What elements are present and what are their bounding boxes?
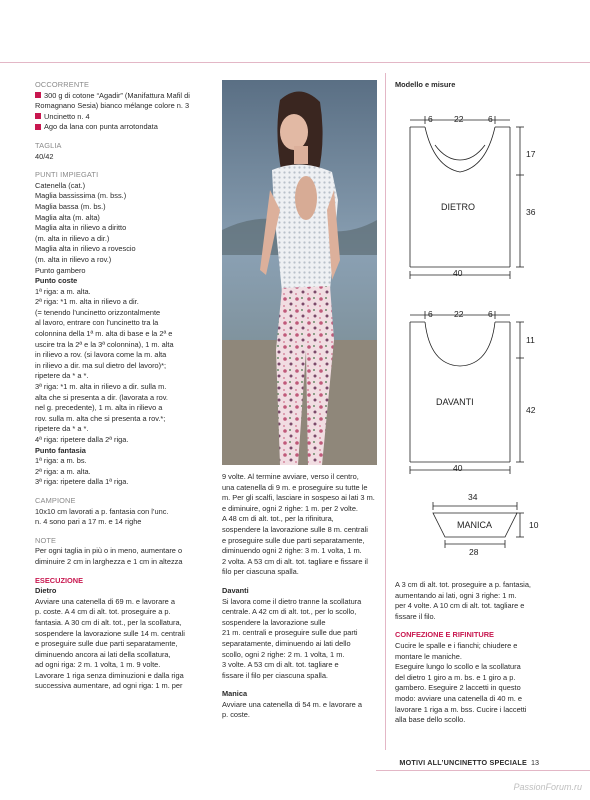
text-line: 3ª riga: ripetere dalla 1ª riga. [35, 477, 129, 487]
text-line: centrale. A 42 cm di alt. tot., per lo scollo, [222, 607, 357, 617]
text-line: fissare il filo. [395, 611, 436, 621]
text-line: alla base dello scollo. [395, 715, 466, 725]
dietro-height-top: 17 [526, 149, 536, 159]
text-line: A 3 cm di alt. tot. proseguire a p. fantasia, [395, 580, 531, 589]
text-line: Maglia bassissima (m. bss.) [35, 191, 127, 201]
stitch-list [35, 181, 215, 276]
confezione-text [395, 641, 583, 726]
text-line: successiva aumentare, ad ogni riga: 1 m. per [35, 681, 183, 691]
text-line: ripetere da * a *. [35, 424, 89, 434]
text-line: 4ª riga: ripetere dalla 2ª riga. [35, 435, 129, 444]
model-photo [222, 80, 377, 465]
dietro-width-center: 22 [454, 114, 464, 124]
fantasia-text [35, 456, 215, 488]
text-line: Maglia alta in rilievo a diritto [35, 223, 127, 233]
davanti-width-bottom: 40 [453, 463, 463, 473]
text-line: 1ª riga: a m. alta. [35, 286, 91, 296]
text-line: Punto gambero [35, 265, 86, 275]
text-line: uscire tra la 2ª e la 3ª colonnina), 1 m. alta [35, 339, 174, 349]
text-line: m. Per gli scalfi, lasciare in sospeso ai lati 3 m. [222, 493, 375, 503]
text-line: Maglia alta in rilievo a rovescio [35, 244, 136, 254]
davanti-height-top: 11 [526, 335, 535, 345]
text-line: 10x10 cm lavorati a p. fantasia con l’unc. [35, 506, 169, 516]
subsection-title-davanti: Davanti [222, 585, 249, 595]
section-title-occorrente: OCCORRENTE [35, 80, 90, 89]
text-line: per 4 volte. A 10 cm di alt. tot. tagliare e [395, 601, 525, 611]
text-line: Avviare una catenella di 54 m. e lavorare a [222, 699, 362, 709]
text-line: del dietro 1 giro a m. bs. e 1 giro a p. [395, 672, 516, 682]
section-title-confezione: CONFEZIONE E RIFINITURE [395, 630, 494, 640]
text-line: diminuendo ogni 2 righe: 3 m. 1 volta, 1 m. [222, 546, 362, 556]
text-line: (m. alta in rilievo a rov.) [35, 254, 112, 264]
text-line: modo: avviare una catenella di 40 m. e [395, 693, 522, 703]
text-line: filo per ciascuna spalla. [222, 567, 299, 577]
section-title-campione: CAMPIONE [35, 495, 76, 505]
text-line: sospendere la lavorazione sulle [222, 617, 326, 627]
subsection-title-coste: Punto coste [35, 276, 78, 286]
davanti-width-right: 6 [488, 309, 493, 319]
text-line: gambero. Eseguire 2 laccetti in questo [395, 683, 521, 693]
text-line: fantasia. A 30 cm di alt. tot., per la scollatura, [35, 617, 182, 627]
text-line: diminuire 2 cm in larghezza e 1 cm in altezza [35, 556, 183, 566]
column-middle [222, 472, 382, 721]
manica-text-continued [395, 580, 583, 622]
text-line: 2ª riga: a m. alta. [35, 466, 91, 476]
manica-height: 10 [529, 520, 539, 530]
dietro-height: 36 [526, 207, 536, 217]
davanti-width-center: 22 [454, 309, 464, 319]
material-item: Uncinetto n. 4 [35, 112, 215, 123]
text-line: 3 volte. A 53 cm di alt. tot. tagliare e [222, 660, 339, 670]
magazine-title: MOTIVI ALL’UNCINETTO SPECIALE [399, 758, 527, 767]
material-item: 300 g di cotone “Agadir” (Manifattura Mafil di Romagnano Sesia) bianco mélange colore n. 3 [35, 90, 190, 111]
section-title-note: NOTE [35, 535, 57, 545]
section-title-esecuzione: ESECUZIONE [35, 575, 84, 585]
text-line: lavorare 1 riga a m. bss. Cucire i laccetti [395, 704, 527, 714]
subsection-title-manica: Manica [222, 689, 248, 699]
dietro-label: DIETRO [441, 202, 476, 212]
text-line: 21 m. centrali e proseguire sulle due parti [222, 628, 358, 638]
davanti-text [222, 597, 382, 682]
text-line: 2ª riga: *1 m. alta in rilievo a dir. [35, 297, 139, 307]
text-line: Per ogni taglia in più o in meno, aumentare o [35, 546, 183, 556]
watermark: PassionForum.ru [513, 782, 582, 792]
campione-text [35, 507, 215, 528]
davanti-label: DAVANTI [436, 397, 474, 407]
text-line: rov. sulla m. alta che si presenta a rov.*; [35, 413, 166, 423]
text-line: diminuendo ancora ai lati della scollatura, [35, 649, 171, 659]
dietro-text-continued [222, 472, 382, 578]
text-line: 9 volte. Al termine avviare, verso il centro, [222, 472, 359, 481]
taglia-value: 40/42 [35, 151, 54, 161]
text-line: colonnina della 1ª m. alta di base e la 2ª e [35, 329, 173, 339]
text-line: e proseguire sulle due parti separatamente, [222, 535, 365, 545]
manica-text [222, 700, 382, 721]
manica-label: MANICA [457, 520, 493, 530]
text-line: in rilievo a dir. ma sul dietro del lavoro)*; [35, 360, 167, 370]
text-line: fissare il filo per ciascuna spalla. [222, 670, 328, 680]
text-line: aumentando ai lati, ogni 3 righe: 1 m. [395, 590, 517, 600]
text-line: ad ogni riga: 2 m. 1 volta, 1 m. 9 volte. [35, 660, 161, 670]
text-line: 2 volta. A 53 cm di alt. tot. tagliare e fissare il [222, 556, 368, 566]
bullet-square-icon [35, 92, 41, 98]
subsection-title-dietro: Dietro [35, 586, 57, 596]
text-line: sospendere la lavorazione sulle 8 m. centrali [222, 524, 368, 534]
bullet-square-icon [35, 113, 41, 119]
text-line: (m. alta in rilievo a dir.) [35, 233, 110, 243]
schema-diagram [388, 100, 588, 560]
text-line: in rilievo a rov. (si lavora come la m. alta [35, 350, 167, 360]
text-line: alta che si presenta a dir. (lavorata a rov. [35, 392, 168, 402]
text-line: (= tenendo l’uncinetto orizzontalmente [35, 307, 161, 317]
text-line: p. coste. [222, 710, 250, 720]
text-line: Eseguire lungo lo scollo e la scollatura [395, 662, 521, 672]
dietro-text [35, 597, 215, 692]
coste-text [35, 287, 215, 446]
dietro-width-left: 6 [428, 114, 433, 124]
text-line: p. coste. A 4 cm di alt. tot. proseguire a p. [35, 607, 171, 617]
text-line: Catenella (cat.) [35, 180, 86, 190]
schema-title: Modello e misure [395, 80, 456, 89]
text-line: 3ª riga: *1 m. alta in rilievo a dir. sulla m. [35, 382, 167, 392]
davanti-height: 42 [526, 405, 536, 415]
model-photo-illustration [222, 80, 377, 465]
bullet-square-icon [35, 124, 41, 130]
dietro-width-right: 6 [488, 114, 493, 124]
text-line: montare le maniche. [395, 651, 462, 661]
column-divider [385, 73, 386, 750]
note-text [35, 546, 215, 567]
text-line: A 48 cm di alt. tot., per la rifinitura, [222, 514, 334, 524]
section-title-taglia: TAGLIA [35, 140, 62, 150]
text-line: Cucire le spalle e i fianchi; chiudere e [395, 640, 518, 650]
davanti-width-left: 6 [428, 309, 433, 319]
text-line: e proseguire sulle due parti separatamente, [35, 639, 178, 649]
manica-width-top: 34 [468, 492, 478, 502]
text-line: ripetere da * a *. [35, 371, 89, 381]
text-line: n. 4 sono pari a 17 m. e 14 righe [35, 517, 142, 527]
text-line: al lavoro, entrare con l’uncinetto tra la [35, 318, 159, 328]
text-line: 1ª riga: a m. bs. [35, 456, 87, 466]
dietro-width-bottom: 40 [453, 268, 463, 278]
text-line: una catenella di 9 m. e proseguire su tutte le [222, 482, 368, 492]
subsection-title-fantasia: Punto fantasia [35, 445, 86, 455]
text-line: Lavorare 1 riga senza diminuzioni e dalla riga [35, 670, 184, 680]
text-line: sospendere la lavorazione sulle 14 m. centrali [35, 628, 185, 638]
text-line: Maglia bassa (m. bs.) [35, 201, 106, 211]
material-item: Ago da lana con punta arrotondata [35, 122, 215, 133]
page-number: 13 [531, 758, 539, 767]
column-right [395, 580, 583, 726]
text-line: Avviare una catenella di 69 m. e lavorare a [35, 596, 175, 606]
footer-rule [376, 770, 590, 771]
column-left [35, 80, 215, 692]
manica-width-bottom: 28 [469, 547, 479, 557]
header-rule [0, 62, 590, 63]
text-line: Maglia alta (m. alta) [35, 212, 100, 222]
text-line: scollo, ogni 2 righe: 2 m. 1 volta, 1 m. [222, 649, 345, 659]
text-line: separatamente, diminuendo ai lati dello [222, 638, 351, 648]
section-title-punti: PUNTI IMPIEGATI [35, 170, 99, 180]
text-line: Si lavora come il dietro tranne la scollatura [222, 596, 362, 606]
text-line: nel g. precedente), 1 m. alta in rilievo a [35, 403, 163, 413]
text-line: e diminuire, ogni 2 righe: 1 m. per 2 volte. [222, 503, 358, 513]
